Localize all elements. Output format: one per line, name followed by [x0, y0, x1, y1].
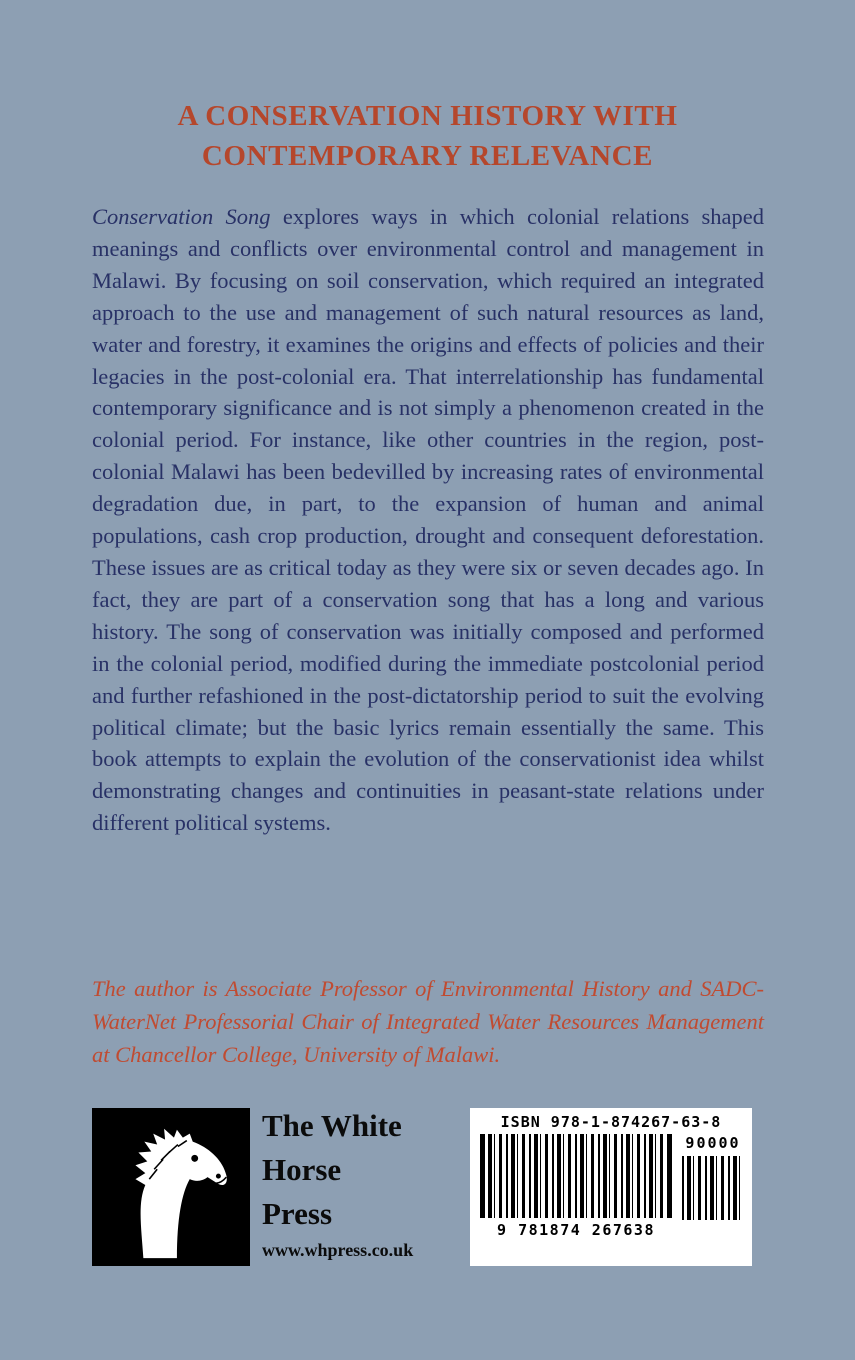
barcode-row	[470, 1131, 752, 1239]
blurb-text: explores ways in which colonial relations shaped meanings and conflicts over environmental control and management in Malawi. By focusing on soil conservation, which required an integrated approach to the use and management of such natural resources as land, water and forestry, it examines the origins and effects of policies and their legacies in the post-colonial era. That interrelationship has fundamental contemporary significance and is not simply a phenomenon created in the colonial period. For instance, like other countries in the region, post-colonial Malawi has been bedevilled by increasing rates of environmental degradation due, in part, to the expansion of human and animal populations, cash crop production, drought and consequent deforestation. These issues are as critical today as they were six or seven decades ago. In fact, they are part of a conservation song that has a long and various history. The song of conservation was initially composed and performed in the colonial period, modified during the immediate postcolonial period and further refashioned in the post-dictatorship period to suit the evolving political climate; but the basic lyrics remain essentially the same. This book attempts to explain the evolution of the conservationist idea whilst demonstrating changes and continuities in peasant-state relations under different political systems.	[92, 204, 764, 836]
author-note: The author is Associate Professor of Environmental History and SADC-WaterNet Professorial Chair of Integrated Water Resources Management at Chancellor College, University of Malawi.	[92, 976, 764, 1067]
publisher-name-line-1: The White	[262, 1108, 402, 1143]
publisher-website: www.whpress.co.uk	[262, 1240, 414, 1260]
barcode-main	[480, 1134, 672, 1239]
tagline-heading	[0, 96, 855, 176]
publisher-name-line-2: Horse	[262, 1152, 342, 1187]
tagline-line-1: A CONSERVATION HISTORY WITH	[177, 100, 678, 132]
barcode-number: 9 781874 267638	[497, 1221, 655, 1239]
publisher-logo	[92, 1108, 250, 1266]
barcode-addon	[672, 1134, 744, 1239]
book-title-italic: Conservation Song	[92, 204, 271, 229]
barcode-bars-icon	[480, 1134, 672, 1218]
barcode-addon-bars-icon	[682, 1156, 744, 1220]
white-horse-icon	[92, 1108, 250, 1266]
tagline-line-2: CONTEMPORARY RELEVANCE	[201, 140, 654, 172]
isbn-label: ISBN 978-1-874267-63-8	[500, 1113, 722, 1131]
barcode-block	[470, 1108, 752, 1266]
barcode-price-code: 90000	[685, 1134, 741, 1152]
publisher-name-line-3: Press	[262, 1196, 333, 1231]
publisher-name	[262, 1104, 452, 1236]
blurb-paragraph	[92, 201, 764, 839]
